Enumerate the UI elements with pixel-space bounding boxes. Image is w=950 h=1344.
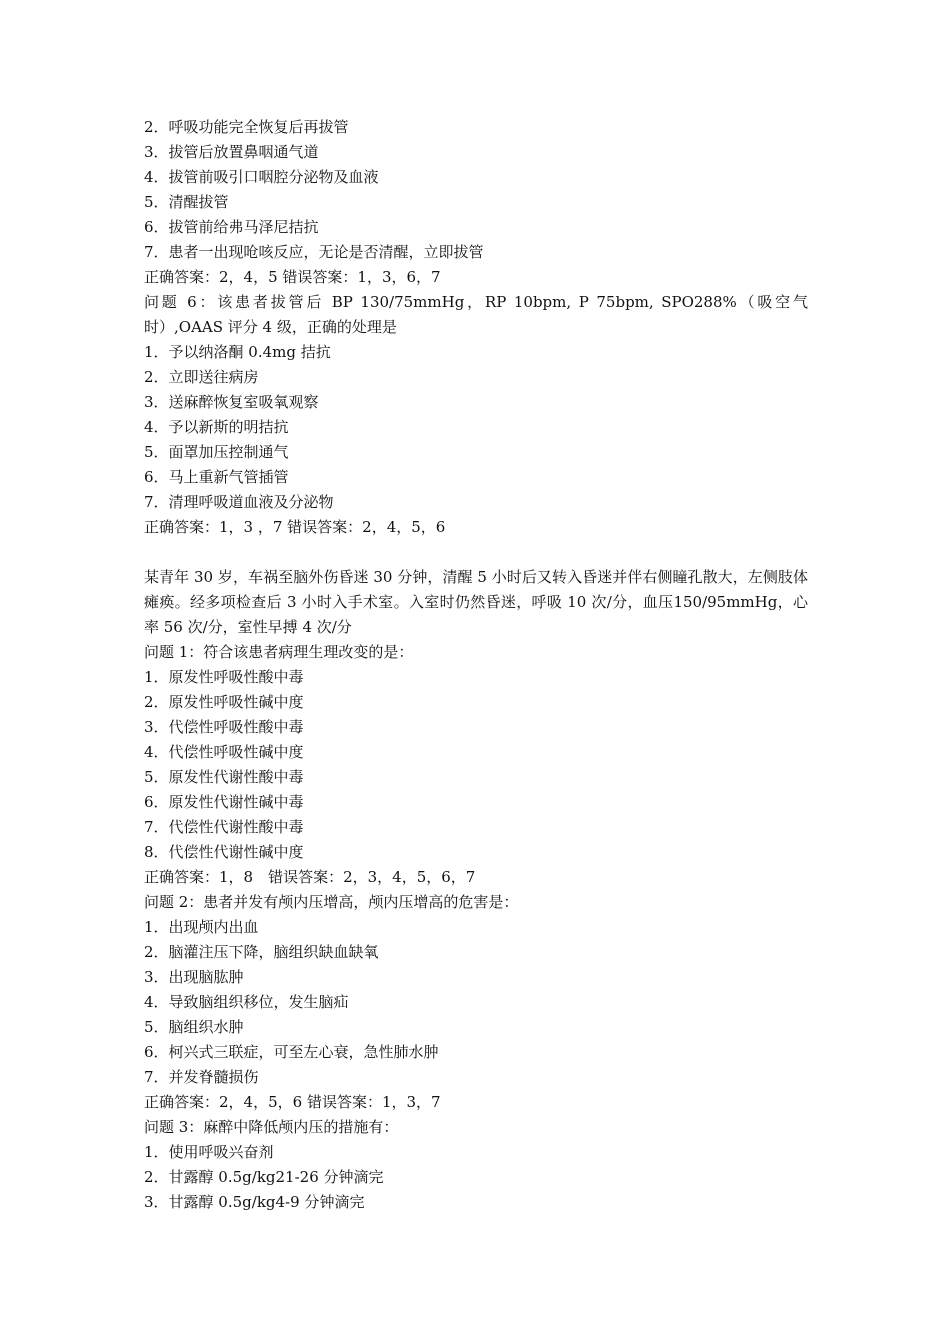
answer-line: 正确答案：1，8 错误答案：2，3，4，5，6，7 xyxy=(144,868,476,886)
option-line: 1．原发性呼吸性酸中毒 xyxy=(144,668,304,686)
paragraph-spacer xyxy=(144,540,808,565)
case-description: 某青年 30 岁，车祸至脑外伤昏迷 30 分钟，清醒 5 小时后又转入昏迷并伴右侧瞳孔散大，左侧肢体瘫痪。经多项检查后 3 小时入手术室。入室时仍然昏迷，呼吸 10 次/分，血压150/95mmHg，心率 56 次/分，室性早搏 4 次/分 xyxy=(144,568,808,636)
option-line: 6．原发性代谢性碱中毒 xyxy=(144,793,304,811)
option-line: 7．并发脊髓损伤 xyxy=(144,1068,259,1086)
option-line: 5．清醒拔管 xyxy=(144,193,229,211)
option-line: 7．清理呼吸道血液及分泌物 xyxy=(144,493,334,511)
document-page xyxy=(144,115,808,1215)
question-text: 问题 6：该患者拔管后 BP 130/75mmHg，RP 10bpm, P 75bpm, SPO288%（吸空气时）,OAAS 评分 4 级，正确的处理是 xyxy=(144,293,808,336)
question-text: 问题 3：麻醉中降低颅内压的措施有： xyxy=(144,1118,399,1136)
option-line: 3．出现脑肱肿 xyxy=(144,968,244,986)
option-line: 2．脑灌注压下降，脑组织缺血缺氧 xyxy=(144,943,379,961)
answer-line: 正确答案：2，4，5，6 错误答案：1，3，7 xyxy=(144,1093,441,1111)
question-2 xyxy=(144,890,808,1115)
option-line: 8．代偿性代谢性碱中度 xyxy=(144,843,304,861)
option-line: 3．代偿性呼吸性酸中毒 xyxy=(144,718,304,736)
option-line: 5．脑组织水肿 xyxy=(144,1018,244,1036)
option-line: 1．予以纳洛酮 0.4mg 拮抗 xyxy=(144,343,331,361)
question-1 xyxy=(144,640,808,890)
option-line: 1．使用呼吸兴奋剂 xyxy=(144,1143,274,1161)
option-line: 4．导致脑组织移位，发生脑疝 xyxy=(144,993,349,1011)
option-line: 3．送麻醉恢复室吸氧观察 xyxy=(144,393,319,411)
question-3 xyxy=(144,1115,808,1215)
option-line: 3．拔管后放置鼻咽通气道 xyxy=(144,143,319,161)
question-text: 问题 1：符合该患者病理生理改变的是： xyxy=(144,643,414,661)
option-line: 2．立即送往病房 xyxy=(144,368,259,386)
option-line: 2．原发性呼吸性碱中度 xyxy=(144,693,304,711)
option-line: 4．代偿性呼吸性碱中度 xyxy=(144,743,304,761)
option-line: 1．出现颅内出血 xyxy=(144,918,259,936)
option-line: 5．面罩加压控制通气 xyxy=(144,443,289,461)
answer-line: 正确答案：2，4，5 错误答案：1，3，6，7 xyxy=(144,268,441,286)
block1-options xyxy=(144,115,808,290)
option-line: 7．代偿性代谢性酸中毒 xyxy=(144,818,304,836)
option-line: 4．予以新斯的明拮抗 xyxy=(144,418,289,436)
option-line: 2．呼吸功能完全恢复后再拔管 xyxy=(144,118,349,136)
option-line: 5．原发性代谢性酸中毒 xyxy=(144,768,304,786)
answer-line: 正确答案：1，3 ，7 错误答案：2，4，5，6 xyxy=(144,518,446,536)
option-line: 3．甘露醇 0.5g/kg4-9 分钟滴完 xyxy=(144,1193,365,1211)
option-line: 6．马上重新气管插管 xyxy=(144,468,289,486)
question-text: 问题 2：患者并发有颅内压增高，颅内压增高的危害是： xyxy=(144,893,519,911)
option-line: 6．拔管前给弗马泽尼拮抗 xyxy=(144,218,319,236)
question-6 xyxy=(144,290,808,540)
option-line: 2．甘露醇 0.5g/kg21-26 分钟滴完 xyxy=(144,1168,384,1186)
option-line: 6．柯兴式三联症，可至左心衰，急性肺水肿 xyxy=(144,1043,439,1061)
option-line: 4．拔管前吸引口咽腔分泌物及血液 xyxy=(144,168,379,186)
option-line: 7．患者一出现呛咳反应，无论是否清醒，立即拔管 xyxy=(144,243,484,261)
